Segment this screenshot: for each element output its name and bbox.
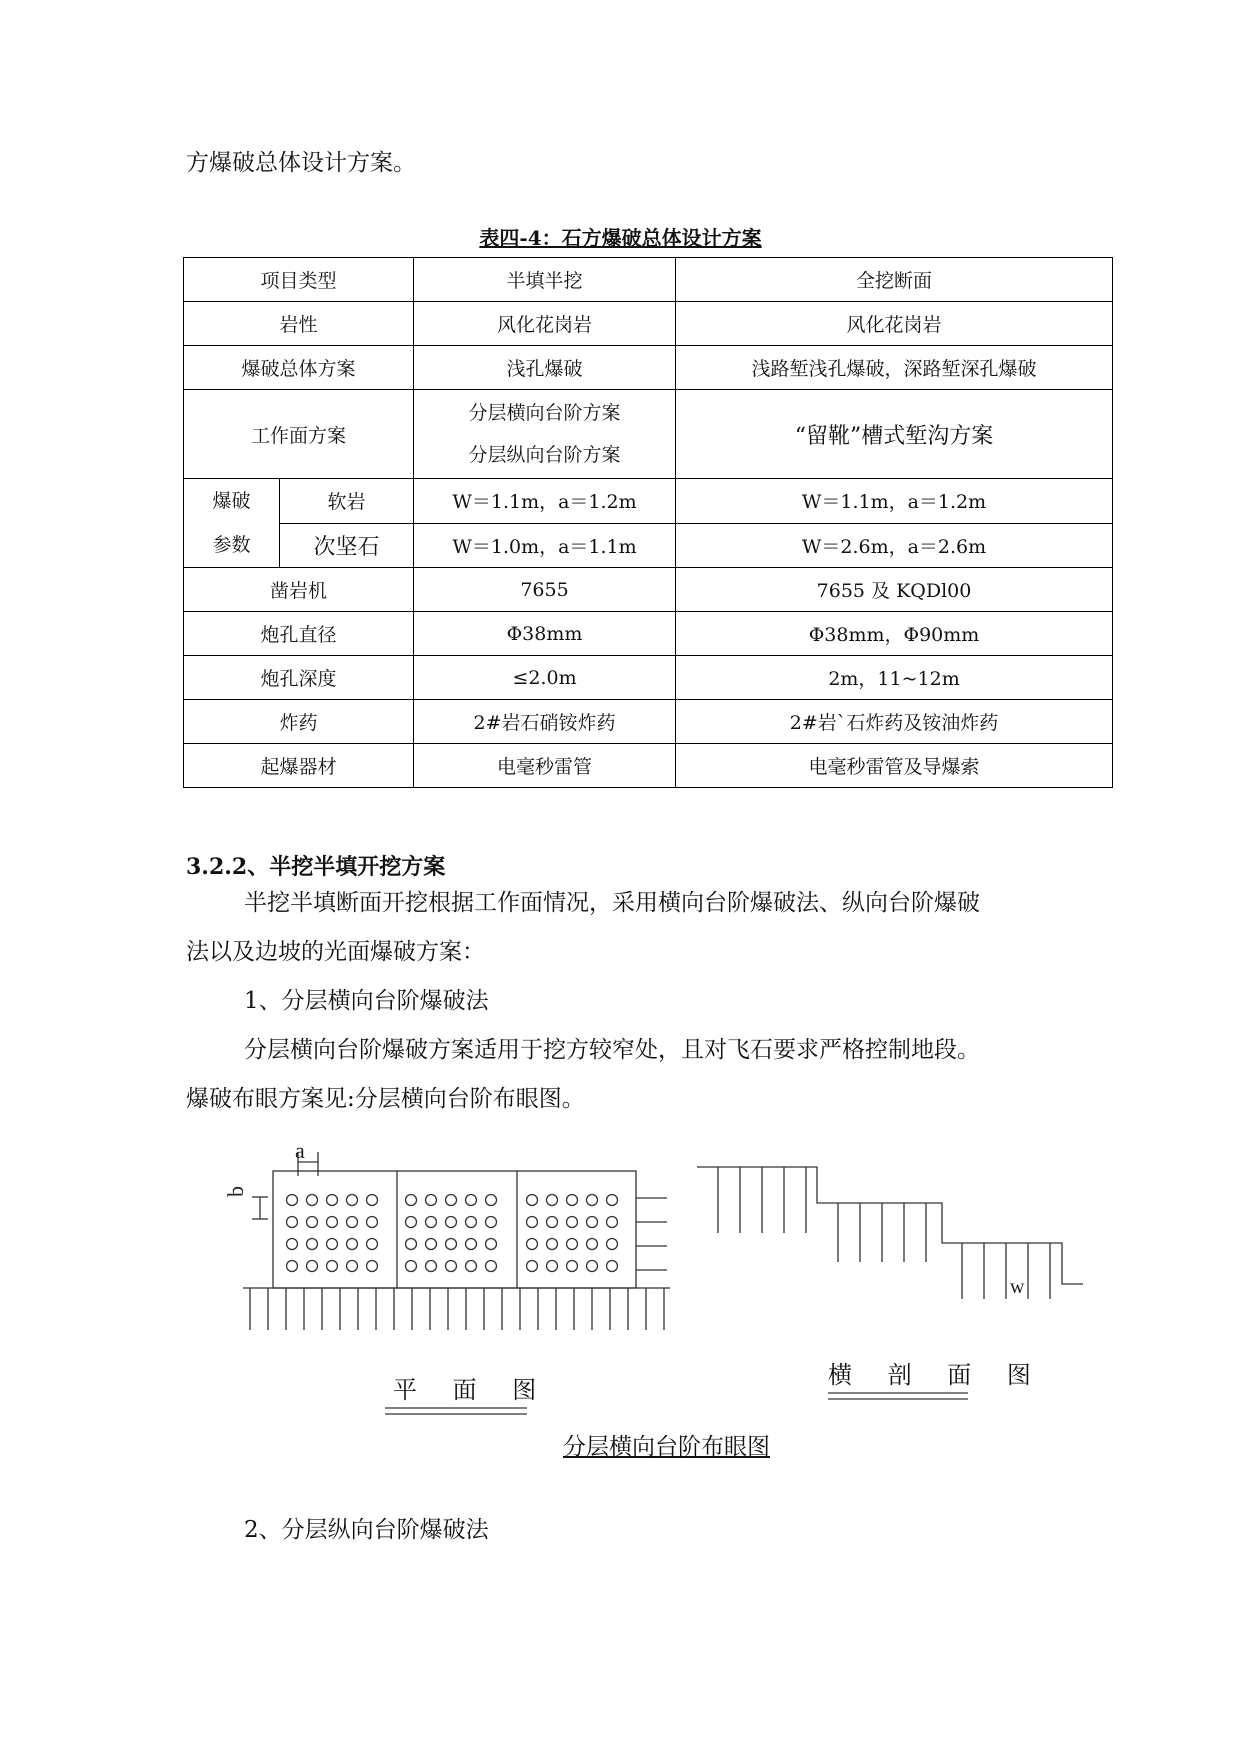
drill-hole <box>567 1239 578 1250</box>
drill-hole <box>406 1239 417 1250</box>
drill-hole <box>347 1239 358 1250</box>
drill-hole <box>587 1261 598 1272</box>
row-label: 炮孔直径 <box>184 612 414 656</box>
drill-hole <box>287 1217 298 1228</box>
section-heading: 3.2.2、半挖半填开挖方案 <box>186 854 446 880</box>
list-item-1: 1、分层横向台阶爆破法 <box>244 988 489 1014</box>
drill-hole <box>466 1261 477 1272</box>
drill-hole <box>446 1239 457 1250</box>
header-half-fill: 半填半挖 <box>414 258 676 302</box>
drill-hole <box>406 1195 417 1206</box>
row-label: 炸药 <box>184 700 414 744</box>
drill-hole <box>406 1217 417 1228</box>
drill-hole <box>547 1195 558 1206</box>
row-sub-label: 次坚石 <box>280 523 414 568</box>
cell-half-line2: 分层纵向台阶方案 <box>468 444 621 466</box>
cell-full: 2#岩`石炸药及铵油炸药 <box>676 700 1113 744</box>
paragraph-line: 分层横向台阶爆破方案适用于挖方较窄处，且对飞石要求严格控制地段。 <box>244 1037 980 1063</box>
cell-half: W＝1.1m，a＝1.2m <box>414 479 676 524</box>
drill-hole <box>547 1239 558 1250</box>
row-label: 炮孔深度 <box>184 656 414 700</box>
label-b: b <box>223 1186 248 1197</box>
drill-hole <box>327 1239 338 1250</box>
cell-full: W＝2.6m，a＝2.6m <box>676 523 1113 568</box>
cell-half-line1: 分层横向台阶方案 <box>468 402 621 424</box>
drill-hole <box>446 1217 457 1228</box>
drill-hole <box>327 1261 338 1272</box>
table-caption: 表四-4：石方爆破总体设计方案 <box>479 226 762 250</box>
drill-hole <box>567 1195 578 1206</box>
drill-hole <box>367 1261 378 1272</box>
cell-full: 浅路堑浅孔爆破，深路堑深孔爆破 <box>676 346 1113 390</box>
drill-hole <box>547 1217 558 1228</box>
drill-hole <box>367 1217 378 1228</box>
row-label: 岩性 <box>184 302 414 346</box>
drill-hole <box>287 1239 298 1250</box>
list-item-2: 2、分层纵向台阶爆破法 <box>244 1517 489 1543</box>
drill-hole <box>527 1217 538 1228</box>
row-label: 工作面方案 <box>184 390 414 479</box>
drill-hole <box>527 1261 538 1272</box>
drill-hole <box>287 1195 298 1206</box>
cell-half: 电毫秒雷管 <box>414 744 676 788</box>
drill-hole <box>547 1261 558 1272</box>
drill-hole <box>607 1217 618 1228</box>
drill-hole <box>466 1217 477 1228</box>
drill-hole <box>446 1195 457 1206</box>
drill-hole <box>307 1195 318 1206</box>
cell-half: 浅孔爆破 <box>414 346 676 390</box>
drill-hole <box>486 1217 497 1228</box>
drill-hole <box>426 1239 437 1250</box>
plan-view <box>243 1152 670 1330</box>
drill-hole <box>287 1261 298 1272</box>
drill-hole <box>466 1195 477 1206</box>
group-label-line2: 参数 <box>212 534 251 556</box>
drill-hole <box>587 1217 598 1228</box>
drill-hole <box>347 1261 358 1272</box>
drill-hole <box>347 1195 358 1206</box>
cell-full: 2m，11~12m <box>676 656 1113 700</box>
label-w: w <box>1010 1276 1025 1298</box>
drill-hole <box>587 1239 598 1250</box>
cell-half: Φ38mm <box>414 612 676 656</box>
drill-hole <box>307 1239 318 1250</box>
bench-profile <box>697 1167 1083 1284</box>
drill-hole <box>367 1195 378 1206</box>
drill-hole <box>426 1261 437 1272</box>
row-label: 凿岩机 <box>184 568 414 612</box>
drill-hole <box>527 1195 538 1206</box>
drill-hole <box>406 1261 417 1272</box>
drill-hole <box>567 1217 578 1228</box>
drill-hole <box>486 1261 497 1272</box>
intro-line: 方爆破总体设计方案。 <box>186 150 416 176</box>
paragraph-line: 爆破布眼方案见:分层横向台阶布眼图。 <box>186 1086 585 1112</box>
drill-hole <box>307 1217 318 1228</box>
header-item-type: 项目类型 <box>184 258 414 302</box>
cell-full: “留靴”槽式堑沟方案 <box>676 390 1113 479</box>
drill-hole <box>567 1261 578 1272</box>
drill-hole <box>347 1217 358 1228</box>
row-label: 爆破总体方案 <box>184 346 414 390</box>
cell-half: ≤2.0m <box>414 656 676 700</box>
row-sub-label: 软岩 <box>280 479 414 524</box>
cell-half: 风化花岗岩 <box>414 302 676 346</box>
drill-hole <box>486 1195 497 1206</box>
drill-hole <box>527 1239 538 1250</box>
label-a: a <box>295 1138 305 1163</box>
figure-caption: 分层横向台阶布眼图 <box>563 1434 770 1460</box>
drill-hole <box>607 1261 618 1272</box>
drill-hole <box>607 1195 618 1206</box>
paragraph-line: 半挖半填断面开挖根据工作面情况，采用横向台阶爆破法、纵向台阶爆破 <box>244 890 980 916</box>
cell-full: 7655 及 KQDl00 <box>676 568 1113 612</box>
drill-hole <box>486 1239 497 1250</box>
drill-hole <box>466 1239 477 1250</box>
drill-hole <box>587 1195 598 1206</box>
cell-full: W＝1.1m，a＝1.2m <box>676 479 1113 524</box>
row-label: 起爆器材 <box>184 744 414 788</box>
drill-hole <box>327 1217 338 1228</box>
cell-half: 2#岩石硝铵炸药 <box>414 700 676 744</box>
cell-half: 7655 <box>414 568 676 612</box>
cell-full: 风化花岗岩 <box>676 302 1113 346</box>
section-label: 横 剖 面 图 <box>828 1361 1045 1389</box>
drill-hole <box>307 1261 318 1272</box>
drill-hole <box>446 1261 457 1272</box>
cell-full: Φ38mm，Φ90mm <box>676 612 1113 656</box>
cell-full: 电毫秒雷管及导爆索 <box>676 744 1113 788</box>
header-full-cut: 全挖断面 <box>676 258 1113 302</box>
drill-hole <box>367 1239 378 1250</box>
cell-half: W＝1.0m，a＝1.1m <box>414 523 676 568</box>
paragraph-line: 法以及边坡的光面爆破方案： <box>186 939 485 965</box>
group-label-line1: 爆破 <box>212 490 251 512</box>
drill-hole <box>426 1217 437 1228</box>
drill-hole <box>327 1195 338 1206</box>
drill-hole <box>426 1195 437 1206</box>
plan-label: 平 面 图 <box>393 1376 551 1404</box>
drill-hole <box>607 1239 618 1250</box>
